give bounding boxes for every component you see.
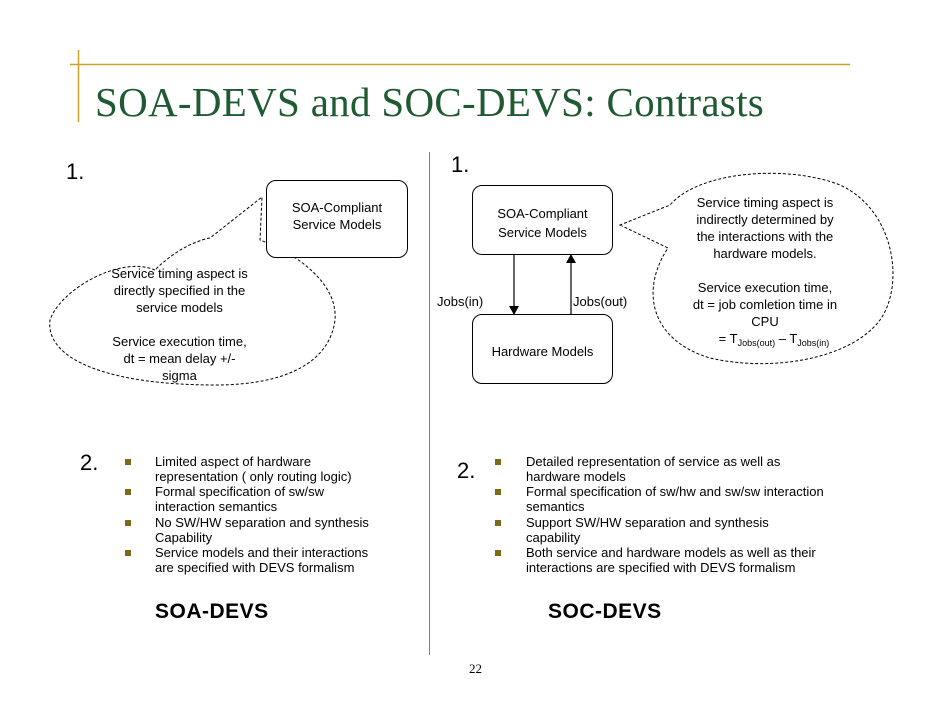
list-item — [125, 484, 415, 515]
bullet-line: interaction semantics — [155, 499, 278, 514]
right-bubble-line: dt = job comletion time in — [692, 297, 838, 312]
left-bubble-line: directly specified in the — [113, 283, 246, 298]
left-bubble-line: Service execution time, — [112, 334, 247, 349]
left-step-2: 2. — [80, 450, 99, 475]
list-item — [495, 545, 875, 575]
list-item — [495, 454, 875, 484]
bullet-line: Service models and their interactions — [155, 545, 369, 560]
left-bubble-line: service models — [136, 300, 223, 315]
list-item — [125, 515, 415, 545]
left-label: SOA-DEVS — [155, 600, 269, 623]
list-item — [495, 484, 875, 515]
right-bubble-line: indirectly determined by — [696, 212, 834, 227]
bullet-icon — [495, 550, 501, 556]
right-service-box-line2: Service Models — [498, 225, 587, 240]
right-bullet-list — [495, 454, 875, 575]
bullet-line: Both service and hardware models as well as their — [526, 545, 816, 560]
bullet-line: hardware models — [526, 469, 626, 484]
jobs-out-label: Jobs(out) — [573, 294, 628, 309]
right-service-box-line1: SOA-Compliant — [497, 206, 588, 221]
left-bubble-line: dt = mean delay +/- — [123, 351, 236, 366]
bullet-line: Limited aspect of hardware — [155, 454, 312, 469]
bullet-line: are specified with DEVS formalism — [155, 560, 355, 575]
left-service-box-line2: Service Models — [292, 217, 382, 232]
right-bubble-line — [677, 262, 853, 279]
bullet-line: No SW/HW separation and synthesis — [155, 515, 369, 530]
left-step-1: 1. — [66, 159, 85, 184]
left-bubble-line: Service timing aspect is — [111, 266, 248, 281]
slide-title: SOA-DEVS and SOC-DEVS: Contrasts — [95, 79, 765, 125]
bullet-icon — [495, 520, 501, 526]
left-bullet-list — [125, 454, 415, 575]
bullet-line: interactions are specified with DEVS formalism — [526, 560, 796, 575]
bullet-line: Formal specification of sw/sw — [155, 484, 325, 499]
right-bubble-line: Service execution time, — [697, 280, 833, 295]
right-label: SOC-DEVS — [548, 600, 662, 623]
page-number: 22 — [469, 661, 482, 676]
formula-mid: – T — [775, 331, 798, 346]
bullet-icon — [125, 520, 131, 526]
right-service-models-box — [472, 185, 613, 255]
right-step-1: 1. — [451, 152, 470, 177]
bullet-line: Capability — [155, 530, 213, 545]
bullet-icon — [125, 459, 131, 465]
bullet-line: representation ( only routing logic) — [155, 469, 352, 484]
list-item — [125, 545, 415, 575]
bullet-line: Support SW/HW separation and synthesis — [526, 515, 769, 530]
right-step-2: 2. — [457, 458, 476, 483]
left-bubble-line — [92, 316, 267, 333]
bullet-icon — [495, 489, 501, 495]
bullet-icon — [125, 489, 131, 495]
formula-prefix: = T — [718, 331, 738, 346]
left-bubble-line: sigma — [162, 368, 197, 383]
timing-formula — [677, 330, 853, 352]
bullet-line: Formal specification of sw/hw and sw/sw interaction — [526, 484, 824, 499]
bullet-icon — [495, 459, 501, 465]
right-bubble-line: CPU — [751, 314, 779, 329]
jobs-out-arrowhead — [566, 254, 576, 263]
bullet-line: Detailed representation of service as well as — [526, 454, 781, 469]
bullet-line: semantics — [526, 499, 585, 514]
list-item — [495, 515, 875, 545]
left-bubble-text — [92, 265, 267, 384]
formula-sub-in: Jobs(in) — [797, 338, 830, 348]
bullet-line: capability — [526, 530, 581, 545]
jobs-in-label: Jobs(in) — [437, 294, 484, 309]
bullet-icon — [125, 550, 131, 556]
list-item — [125, 454, 415, 484]
hardware-box-label: Hardware Models — [491, 344, 594, 359]
formula-sub-out: Jobs(out) — [737, 338, 776, 348]
left-service-box-line1: SOA-Compliant — [291, 200, 383, 215]
right-bubble-line: the interactions with the — [696, 229, 834, 244]
left-service-models-box — [266, 180, 408, 258]
right-bubble-line: hardware models. — [713, 246, 817, 261]
right-bubble-line: Service timing aspect is — [696, 195, 834, 210]
hardware-models-box — [472, 314, 613, 384]
right-bubble-text — [677, 194, 853, 352]
